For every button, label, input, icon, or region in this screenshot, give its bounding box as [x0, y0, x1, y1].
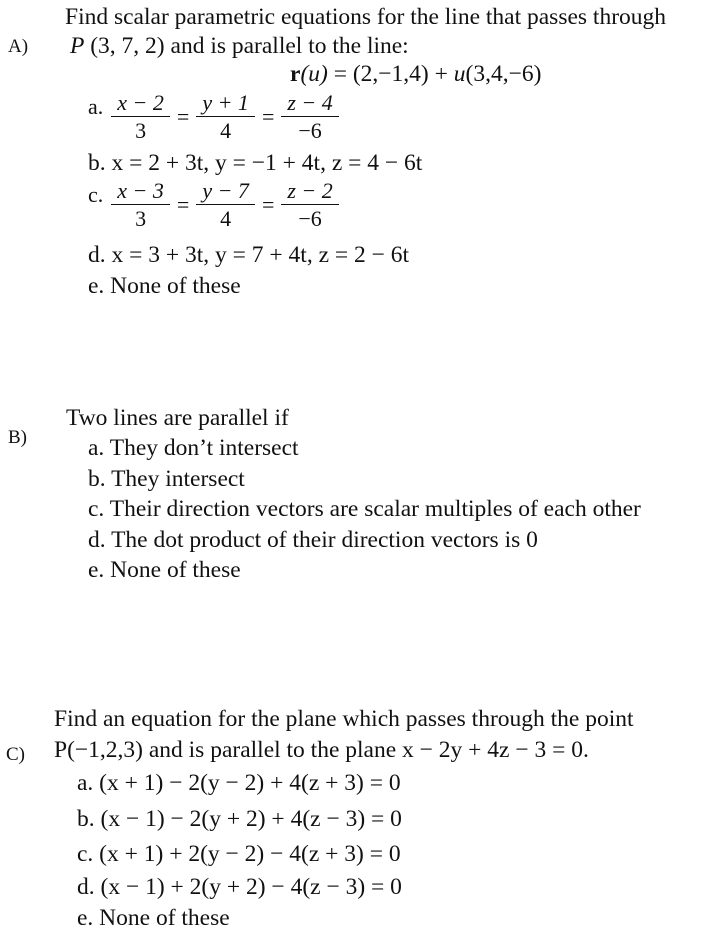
- equals-sign: =: [261, 192, 275, 217]
- question-a-label: A): [8, 36, 29, 57]
- equation-tail: (3,4,−6): [465, 61, 542, 87]
- option-letter: a.: [88, 94, 104, 119]
- numerator: z − 4: [281, 92, 338, 117]
- numerator: x − 2: [111, 92, 170, 117]
- fraction: [196, 180, 255, 230]
- question-a-stem-line1: Find scalar parametric equations for the line that passes through: [65, 4, 667, 30]
- equals-sign: =: [261, 104, 275, 129]
- option-b-parametric: b. x = 2 + 3t, y = −1 + 4t, z = 4 − 6t: [88, 150, 423, 176]
- question-b-option-d: d. The dot product of their direction vectors is 0: [88, 527, 538, 553]
- question-b-option-c: c. Their direction vectors are scalar multiples of each other: [88, 496, 641, 522]
- fraction: [281, 92, 338, 142]
- fraction: [111, 180, 170, 230]
- stem-rest: and is parallel to the line:: [170, 33, 409, 59]
- question-c-option-a: a. (x + 1) − 2(y − 2) + 4(z + 3) = 0: [77, 770, 401, 796]
- question-b-option-a: a. They don’t intersect: [88, 435, 299, 461]
- fraction: [111, 92, 170, 142]
- question-c-option-c: c. (x + 1) + 2(y − 2) − 4(z + 3) = 0: [77, 841, 401, 867]
- question-c-option-b: b. (x − 1) − 2(y + 2) + 4(z − 3) = 0: [77, 806, 402, 832]
- denominator: 4: [220, 206, 232, 231]
- denominator: 3: [135, 118, 147, 143]
- equals-sign: =: [176, 192, 190, 217]
- option-letter: c.: [88, 182, 104, 207]
- point-p: P: [70, 33, 85, 59]
- question-b-option-e: e. None of these: [88, 557, 241, 583]
- equals-sign: =: [176, 104, 190, 129]
- question-b-label: B): [8, 427, 27, 448]
- equation-mid: = (2,−1,4) +: [327, 61, 454, 87]
- question-b-option-b: b. They intersect: [88, 466, 245, 492]
- numerator: x − 3: [111, 180, 170, 205]
- param-u-2: u: [453, 61, 466, 87]
- question-a-stem-line2: [70, 35, 409, 59]
- denominator: −6: [298, 206, 322, 231]
- given-line-equation: [290, 63, 541, 87]
- denominator: 4: [220, 118, 232, 143]
- option-d-parametric: d. x = 3 + 3t, y = 7 + 4t, z = 2 − 6t: [88, 242, 410, 268]
- question-c-stem-line2: P(−1,2,3) and is parallel to the plane x − 2y + 4z − 3 = 0.: [54, 737, 589, 763]
- question-c-stem-line1: Find an equation for the plane which passes through the point: [54, 706, 634, 732]
- question-c-option-d: d. (x − 1) + 2(y + 2) − 4(z − 3) = 0: [77, 874, 402, 900]
- question-c-label: C): [6, 744, 25, 765]
- point-coords: (3, 7, 2): [90, 33, 165, 59]
- vector-r: r: [290, 61, 301, 87]
- fraction: [281, 180, 338, 230]
- numerator: z − 2: [281, 180, 338, 205]
- fraction: [196, 92, 255, 142]
- param-u: (u): [300, 61, 328, 87]
- denominator: −6: [298, 118, 322, 143]
- option-c-symmetric: [88, 180, 339, 230]
- option-a-symmetric: [88, 92, 339, 142]
- denominator: 3: [135, 206, 147, 231]
- question-b-stem: Two lines are parallel if: [66, 405, 289, 431]
- option-e-none: e. None of these: [88, 273, 241, 299]
- numerator: y − 7: [196, 180, 255, 205]
- numerator: y + 1: [196, 92, 255, 117]
- question-c-option-e: e. None of these: [77, 905, 230, 931]
